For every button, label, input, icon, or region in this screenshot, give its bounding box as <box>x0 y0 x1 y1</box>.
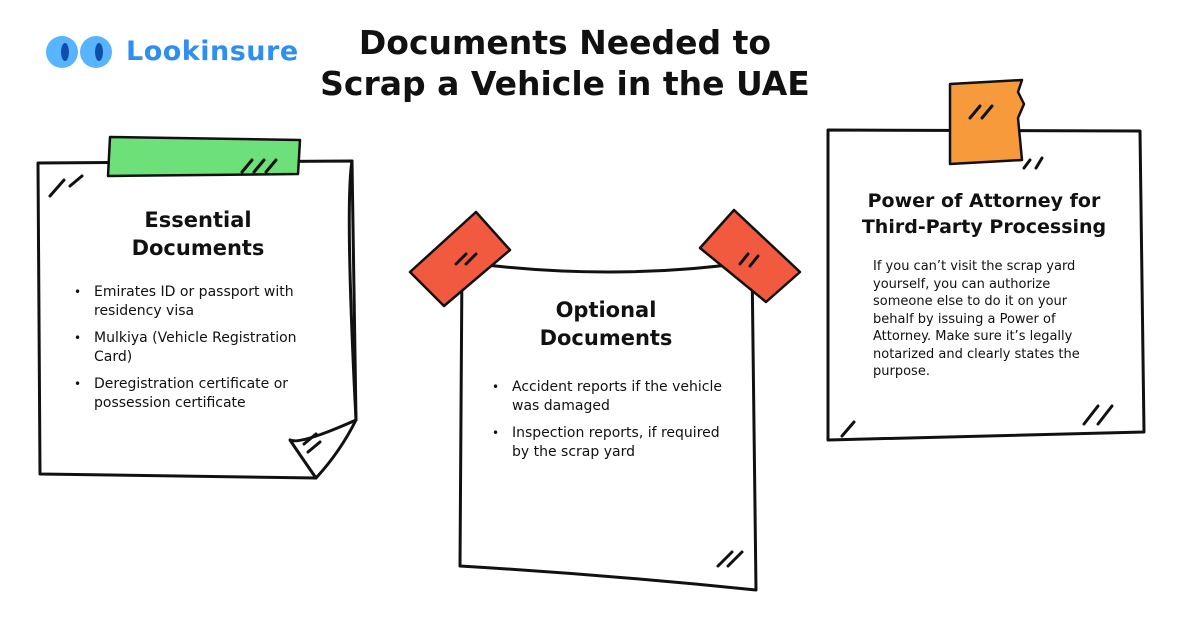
page-title-line2: Scrap a Vehicle in the UAE <box>320 64 810 103</box>
orange-tape-icon <box>950 80 1024 164</box>
optional-list <box>492 378 728 470</box>
essential-title-line2: Documents <box>131 236 265 260</box>
optional-title-line2: Documents <box>539 326 673 350</box>
page-title-line1: Documents Needed to <box>358 23 772 62</box>
brand-name: Lookinsure <box>126 36 299 67</box>
poa-title-line1: Power of Attorney for <box>867 190 1101 212</box>
list-item: • Accident reports if the vehicle was damaged <box>492 378 728 416</box>
optional-title-line1: Optional <box>555 298 657 322</box>
essential-card-title <box>90 206 306 262</box>
poa-card-title <box>850 188 1118 240</box>
essential-list <box>74 283 314 421</box>
poa-title-line2: Third-Party Processing <box>861 216 1107 238</box>
list-item: • Inspection reports, if required by the scrap yard <box>492 424 728 462</box>
list-item: • Mulkiya (Vehicle Registration Card) <box>74 329 314 367</box>
green-tape-icon <box>108 137 300 176</box>
list-item: • Deregistration certificate or possession certificate <box>74 375 314 413</box>
list-item: • Emirates ID or passport with residency visa <box>74 283 314 321</box>
essential-title-line1: Essential <box>144 208 252 232</box>
poa-body: If you can’t visit the scrap yard yourself, you can authorize someone else to do it on your behalf by issuing a Power of Attorney. Make sure it’s legally notarized and clearly states the purpose. <box>873 259 1080 379</box>
optional-card-title <box>496 296 716 352</box>
